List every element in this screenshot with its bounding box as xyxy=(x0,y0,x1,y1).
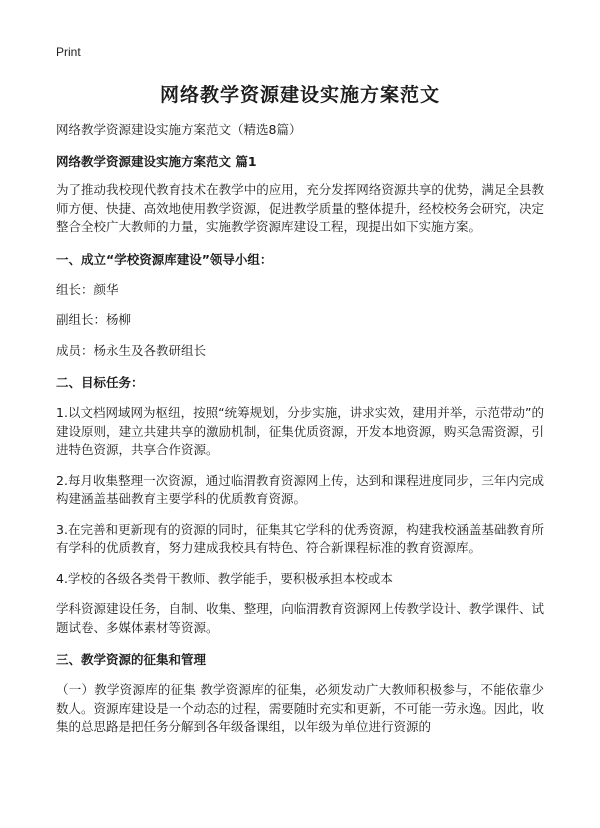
deputy-line: 副组长：杨柳 xyxy=(56,312,132,327)
members-line: 成员：杨永生及各教研组长 xyxy=(56,342,207,358)
section-3-paragraph-1: （一）教学资源库的征集 教学资源库的征集，必须发动广大教师积极参与，不能依靠少数人。资源库建设是一个动态的过程，需要随时充实和更新，不可能一劳永逸。因此，收集的总思路是把任务分解到各年级备课组，以年级为单位进行资源的 xyxy=(56,682,544,734)
document-subtitle: 网络教学资源建设实施方案范文（精选8篇） xyxy=(56,122,302,137)
print-link[interactable]: Print xyxy=(56,45,81,59)
goal-2-paragraph: 2.每月收集整理一次资源，通过临渭教育资源网上传，达到和课程进度同步，三年内完成构建涵盖基础教育主要学科的优质教育资源。 xyxy=(56,472,544,506)
leader-line: 组长：颜华 xyxy=(56,281,119,297)
document-title: 网络教学资源建设实施方案范文 xyxy=(159,84,440,106)
article-heading: 网络教学资源建设实施方案范文 篇1 xyxy=(56,154,257,169)
section-3-title: 三、教学资源的征集和管理 xyxy=(56,652,207,667)
intro-paragraph: 为了推动我校现代教育技术在教学中的应用，充分发挥网络资源共享的优势，满足全县教师方便、快捷、高效地使用教学资源，促进教学质量的整体提升，经校校务会研究，决定整合全校广大教师的力量，实施教学资源库建设工程，现提出如下实施方案。 xyxy=(56,182,544,234)
goal-4-paragraph: 4.学校的各级各类骨干教师、教学能手，要积极承担本校或本 xyxy=(56,570,393,586)
goal-3-paragraph: 3.在完善和更新现有的资源的同时，征集其它学科的优秀资源，构建我校涵盖基础教育所有学科的优质教育，努力建成我校具有特色、符合新课程标准的教育资源库。 xyxy=(56,521,544,555)
section-2-title: 二、目标任务： xyxy=(56,375,144,390)
goal-4-continued-paragraph: 学科资源建设任务，自制、收集、整理，向临渭教育资源网上传教学设计、教学课件、试题试卷、多媒体素材等资源。 xyxy=(56,601,544,635)
section-1-title: 一、成立“学校资源库建设”领导小组： xyxy=(56,251,273,267)
goal-1-paragraph: 1.以文档网域网为枢纽，按照“统筹规划，分步实施，讲求实效，建用并举，示范带动”的建设原则，建立共建共享的激励机制，征集优质资源，开发本地资源，购买急需资源，引进特色资源，共享合作资源。 xyxy=(56,405,544,457)
